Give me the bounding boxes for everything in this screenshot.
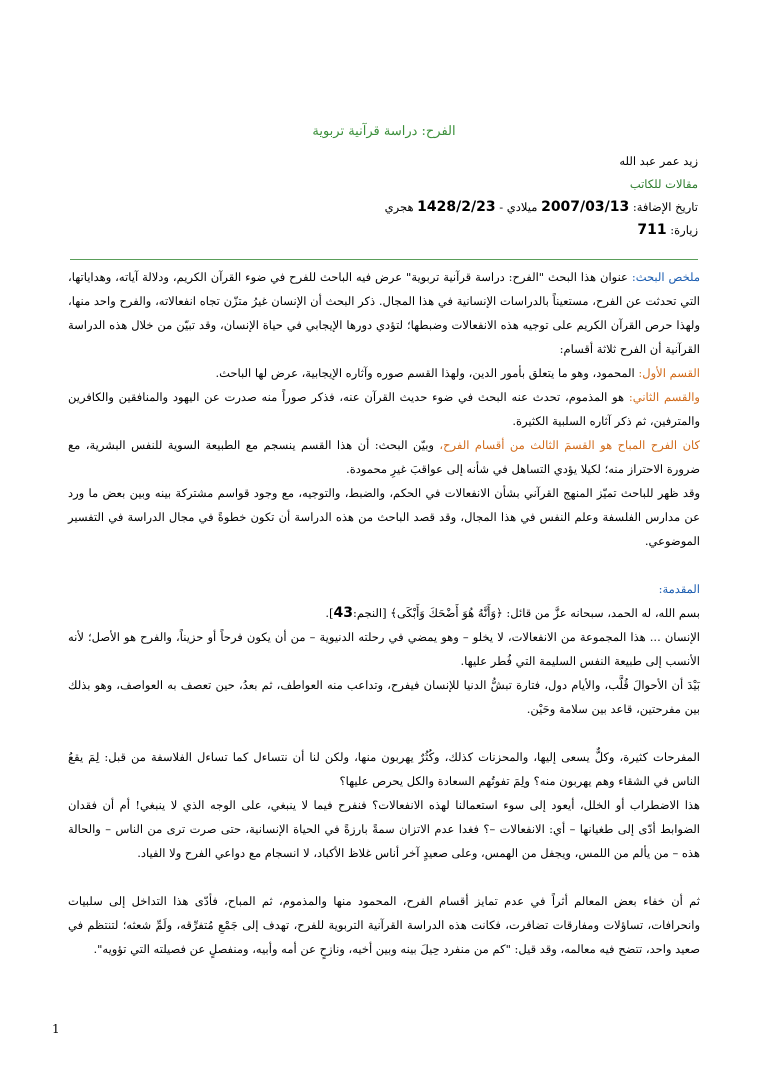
visits-count: 711 <box>637 222 667 238</box>
abstract-conclusion: وقد ظهر للباحث تميّز المنهج القرآني بشأن الانفعالات في الحكم، والضبط، والتوجيه، مع وجود قواسم مشتركة بينه وبين بعض ما ورد عن مدارس الفلسفة وعلم النفس في هذا المجال، وقد قصد الباحث من هذه الدراسة أن تكون خطوةً في مجال الدراسة في التفسير الموضوعي. <box>68 486 700 548</box>
visits-line <box>58 219 698 242</box>
basmala-text: بسم الله، له الحمد، سبحانه عزَّ من قائل: ﴿وَأَنَّهُ هُوَ أَضْحَكَ وَأَبْكَى﴾ [النجم: <box>352 606 700 620</box>
header-divider <box>70 259 698 260</box>
date-line <box>58 196 698 219</box>
intro-paragraph: الإنسان ... هذا المجموعة من الانفعالات، لا يخلو – وهو يمضي في رحلته الدنيوية – من أن يكون فرحاً أو حزيناً، والفرح هو الأصل؛ لأنه الأنسب إلى طبيعة النفس السليمة التي فُطر عليها. <box>68 630 700 668</box>
author-articles-link[interactable]: مقالات للكاتب <box>629 177 698 191</box>
section-two <box>68 385 700 433</box>
section-one-label: القسم الأول: <box>638 366 700 380</box>
section-three-label: كان الفرح المباح هو القسمَ الثالث من أقسام الفرح، <box>439 438 700 452</box>
author-name[interactable]: زيد عمر عبد الله <box>619 154 698 168</box>
page-number: 1 <box>52 1022 60 1036</box>
section-three-text: وبيّن البحث: أن هذا القسم ينسجم مع الطبيعة السوية للنفس البشرية، مع ضرورة الاحتراز منه؛ لكيلا يؤدي التساهل في شأنه إلى عواقبَ غيرِ محمودة. <box>68 438 700 476</box>
verse-number: 43 <box>333 605 353 621</box>
basmala-line <box>68 601 700 625</box>
gregorian-suffix: ميلادي <box>506 200 538 214</box>
article-title: الفرح: دراسة قرآنية تربوية <box>312 124 456 139</box>
abstract-label: ملخص البحث: <box>631 270 700 284</box>
intro-paragraph: ثم أن خفاء بعض المعالم أثراً في عدم تمايز أقسام الفرح، المحمود منها والمذموم، ثم المباح، فأدّى هذا التداخل إلى سلبيات وانحرافات، تساؤلات ومفارقات تضافرت، فكانت هذه الدراسة القرآنية التربوية للفرح، تهدف إلى جَمْعِ مُتفرِّقه، ولَمِّ شعثه؛ لتنتظم في صعيد واحد، تتضح فيه معالمه، وقد قيل: "كم من منفرد حِيلَ بينه وبين أخيه، ونازحٍ عن أمه وأبيه، ومنفصلٍ عن فصيلته التي تؤويه". <box>68 894 700 956</box>
section-one-text: المحمود، وهو ما يتعلق بأمور الدين، ولهذا القسم صوره وآثاره الإيجابية، عرض لها الباحث. <box>215 366 639 380</box>
section-two-label: والقسم الثاني: <box>628 390 700 404</box>
intro-paragraph: هذا الاضطراب أو الخلل، أيعود إلى سوء استعمالنا لهذه الانفعالات؟ فنفرح فيما لا ينبغي، على الوجه الذي لا ينبغي! أم أن فقدان الضوابط أدّى إلى طغيانها – أي: الانفعالات –؟ فغدا عدم الاتزان سمةً بارزةً في الحياة الإنسانية، حتى صرت ترى من الناس – والحالة هذه – من يألم من اللمس، ويجفل من الهمس، وعلى صعيدٍ آخر أناس غلاظ الأكباد، لا انسجام مع دواعي الفرح ولا الفياد. <box>68 798 700 860</box>
date-separator: - <box>499 200 504 214</box>
article-body <box>68 265 700 961</box>
section-two-text: هو المذموم، تحدث عنه البحث في ضوء حديث القرآن عنه، فذكر صوراً منه صدرت عن اليهود والمنافقين والكافرين والمترفين، ثم ذكر آثاره السلبية الكثيرة. <box>68 390 700 428</box>
intro-paragraph: المفرحات كثيرة، وكلٌّ يسعى إليها، والمحزنات كذلك، وكُثُرٌ يهربون منها، ولكن لنا أن نتساءل كما تساءل الفلاسفة من قبل: لِمَ يقعُ الناس في الشقاء وهم يهربون منه؟ ولِمَ تفوتُهم السعادة والكل يحرص عليها؟ <box>68 750 700 788</box>
hijri-suffix: هجري <box>384 200 414 214</box>
date-gregorian: 2007/03/13 <box>541 199 630 215</box>
article-meta <box>58 150 698 242</box>
verse-close: ]. <box>325 606 334 620</box>
section-one <box>68 361 700 385</box>
section-three <box>68 433 700 481</box>
abstract-paragraph <box>68 265 700 361</box>
date-hijri: 1428/2/23 <box>417 199 496 215</box>
abstract-text: عنوان هذا البحث "الفرح: دراسة قرآنية تربوية" عرض فيه الباحث للفرح في ضوء القرآن الكريم، ودلالة آياته، وهداياتها، التي تحدثت عن الفرح، مستعيناً بالدراسات الإنسانية في هذا المجال. ذكر البحث أن الإنسان غيرُ متزّن تجاه انفعالاته، والفرح واحد منها، ولهذا حرص القرآن الكريم على توجيه هذه الانفعالات وضبطها؛ لتؤدي دورها الإيجابي في حياة الإنسان، وقد تبيّن من خلال هذه الدراسة القرآنية أن الفرح ثلاثة أقسام: <box>68 270 700 356</box>
intro-paragraph: بَيْدَ أن الأحوالَ قُلَّب، والأيام دول، فتارة تبشُّ الدنيا للإنسان فيفرح، وتداعب منه العواطف، ثم بعدُ، حين تعصف به العواصف، وهو بذلك بين مفرحتين، قاعد بين سلامة وحَيْن. <box>68 678 700 716</box>
date-label: تاريخ الإضافة: <box>632 200 698 214</box>
intro-heading: المقدمة: <box>658 582 700 596</box>
visits-label: زيارة: <box>670 223 698 237</box>
